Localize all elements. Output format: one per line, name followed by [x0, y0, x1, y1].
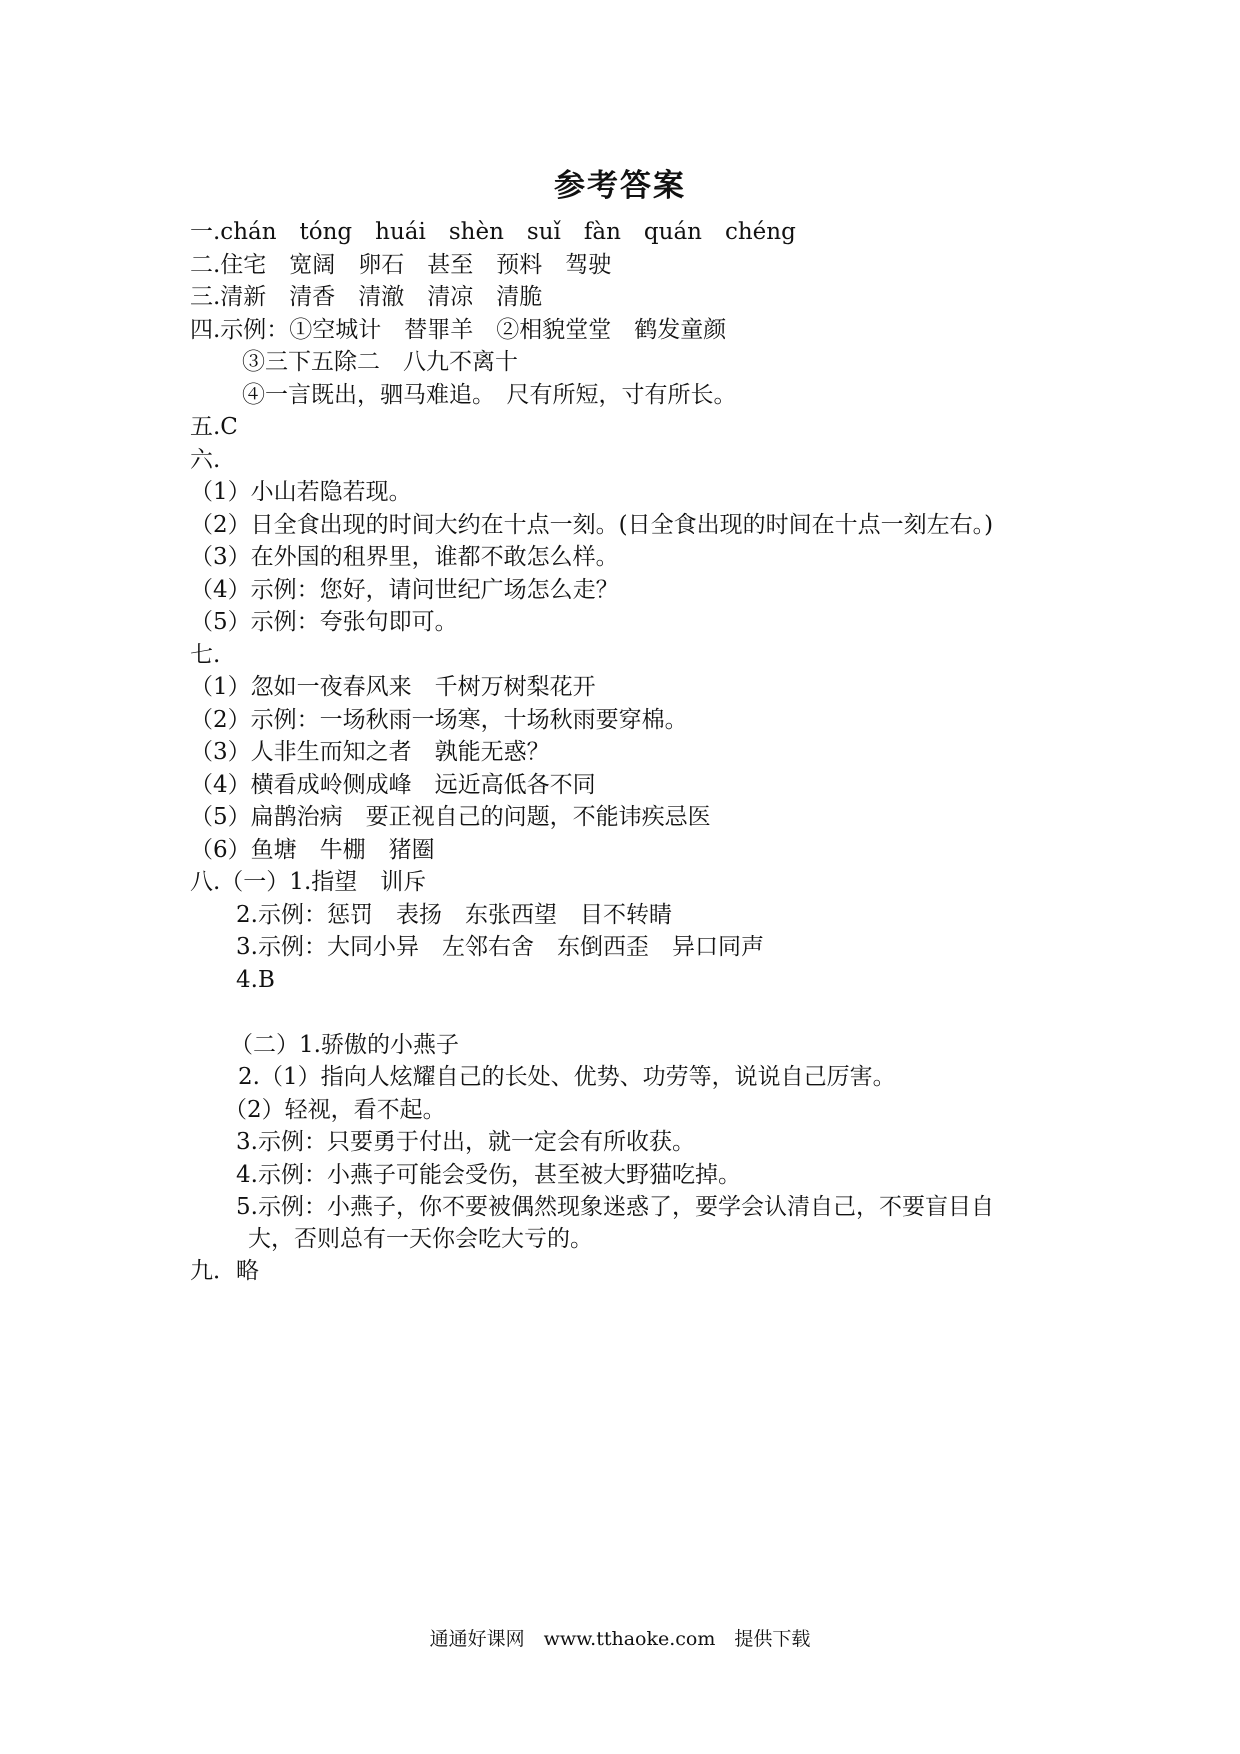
answer-line-8-part2-2-1: 2.（1）指向人炫耀自己的长处、优势、功劳等，说说自己厉害。 — [238, 1064, 896, 1090]
answer-line-8-part2: （二）1.骄傲的小燕子 — [230, 1031, 459, 1058]
answer-line-7-3: （3）人非生而知之者 孰能无惑？ — [190, 739, 550, 765]
answer-line-8-part2-5: 5.示例：小燕子，你不要被偶然现象迷惑了，要学会认清自己，不要盲目自 — [236, 1194, 994, 1220]
answer-line-8: 八.（一）1.指望 训斥 — [190, 869, 427, 895]
answer-line-9: 九．略 — [190, 1257, 259, 1284]
answer-line-4-sub-3: ③三下五除二 八九不离十 — [242, 349, 518, 375]
answer-line-6-2: （2）日全食出现的时间大约在十点一刻。(日全食出现的时间在十点一刻左右。) — [190, 511, 994, 538]
answer-line-7-2: （2）示例：一场秋雨一场寒，十场秋雨要穿棉。 — [190, 706, 688, 733]
answer-line-1: 一.chán tóng huái shèn suǐ fàn quán chéng — [190, 219, 796, 245]
answer-line-4: 四.示例：①空城计 替罪羊 ②相貌堂堂 鹤发童颜 — [190, 316, 727, 343]
answer-line-8-2: 2.示例：惩罚 表扬 东张西望 目不转睛 — [236, 901, 672, 928]
answer-line-6-1: （1）小山若隐若现。 — [190, 479, 412, 505]
answer-line-7-4: （4）横看成岭侧成峰 远近高低各不同 — [190, 771, 596, 798]
answer-line-6-5: （5）示例：夸张句即可。 — [190, 609, 458, 635]
answer-body — [190, 216, 1090, 1287]
answer-line-7-1: （1）忽如一夜春风来 千树万树梨花开 — [190, 674, 596, 700]
answer-line-6: 六. — [190, 446, 221, 473]
page-title: 参考答案 — [554, 168, 686, 204]
answer-line-6-3: （3）在外国的租界里，谁都不敢怎么样。 — [190, 544, 619, 570]
answer-line-2: 二.住宅 宽阔 卵石 甚至 预料 驾驶 — [190, 251, 612, 278]
answer-line-8-part2-2-2: （2）轻视，看不起。 — [224, 1096, 446, 1123]
blank-gap — [190, 996, 1090, 1029]
answer-line-4-sub-4: ④一言既出，驷马难追。 尺有所短，寸有所长。 — [242, 381, 737, 408]
answer-line-8-part2-5-cont: 大，否则总有一天你会吃大亏的。 — [248, 1225, 593, 1252]
answer-line-8-3: 3.示例：大同小异 左邻右舍 东倒西歪 异口同声 — [236, 934, 764, 960]
answer-line-8-4: 4.B — [236, 966, 275, 993]
answer-line-6-4: （4）示例：您好，请问世纪广场怎么走？ — [190, 576, 619, 603]
answer-line-8-part2-4: 4.示例：小燕子可能会受伤，甚至被大野猫吃掉。 — [236, 1161, 741, 1188]
answer-line-7: 七. — [190, 641, 221, 668]
answer-line-3: 三.清新 清香 清澈 清凉 清脆 — [190, 284, 543, 310]
answer-line-5: 五.C — [190, 414, 238, 440]
answer-line-7-5: （5）扁鹊治病 要正视自己的问题，不能讳疾忌医 — [190, 804, 711, 830]
answer-line-8-part2-3: 3.示例：只要勇于付出，就一定会有所收获。 — [236, 1129, 695, 1155]
page-footer: 通通好课网 www.tthaoke.com 提供下载 — [429, 1628, 811, 1650]
answer-line-7-6: （6）鱼塘 牛棚 猪圈 — [190, 836, 435, 863]
